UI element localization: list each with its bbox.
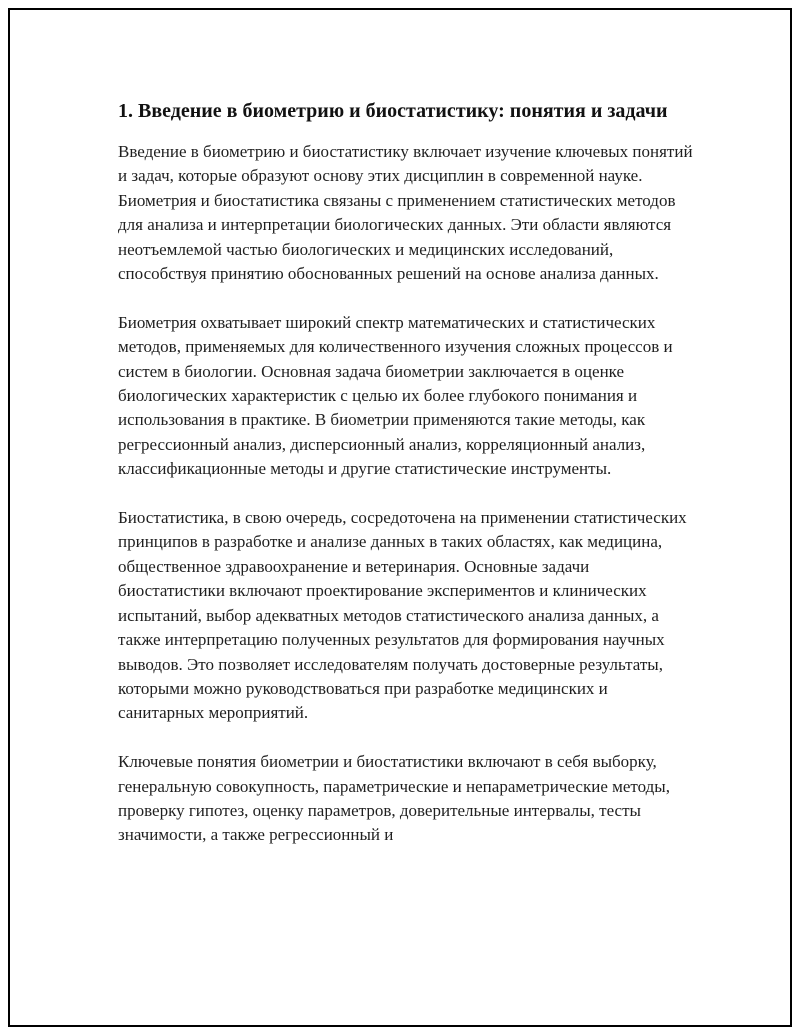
page-frame xyxy=(8,8,792,1027)
paragraph-biostatistics: Биостатистика, в свою очередь, сосредоточена на применении статистических принципов в разработке и анализе данных в таких областях, как медицина, общественное здравоохранение и ветеринария. Основные задачи биостатистики включают проектирование экспериментов и клинических испытаний, выбор адекватных методов статистического анализа данных, а также интерпретацию полученных результатов для формирования научных выводов. Это позволяет исследователям получать достоверные результаты, которыми можно руководствоваться при разработке медицинских и санитарных мероприятий. xyxy=(118,508,687,723)
page-content xyxy=(118,96,698,872)
paragraph-biometry: Биометрия охватывает широкий спектр математических и статистических методов, применяемых для количественного изучения сложных процессов и систем в биологии. Основная задача биометрии заключается в оценке биологических характеристик с целью их более глубокого понимания и использования в практике. В биометрии применяются такие методы, как регрессионный анализ, дисперсионный анализ, корреляционный анализ, классификационные методы и другие статистические инструменты. xyxy=(118,312,673,479)
page-title: 1. Введение в биометрию и биостатистику: понятия и задачи xyxy=(118,100,668,122)
paragraph-intro: Введение в биометрию и биостатистику включает изучение ключевых понятий и задач, которые образуют основу этих дисциплин в современной науке. Биометрия и биостатистика связаны с применением статистических методов для анализа и интерпретации биологических данных. Эти области являются неотъемлемой частью биологических и медицинских исследований, способствуя принятию обоснованных решений на основе анализа данных. xyxy=(118,142,693,284)
paragraph-key-concepts: Ключевые понятия биометрии и биостатистики включают в себя выборку, генеральную совокупность, параметрические и непараметрические методы, проверку гипотез, оценку параметров, доверительные интервалы, тесты значимости, а также регрессионный и xyxy=(118,752,670,845)
